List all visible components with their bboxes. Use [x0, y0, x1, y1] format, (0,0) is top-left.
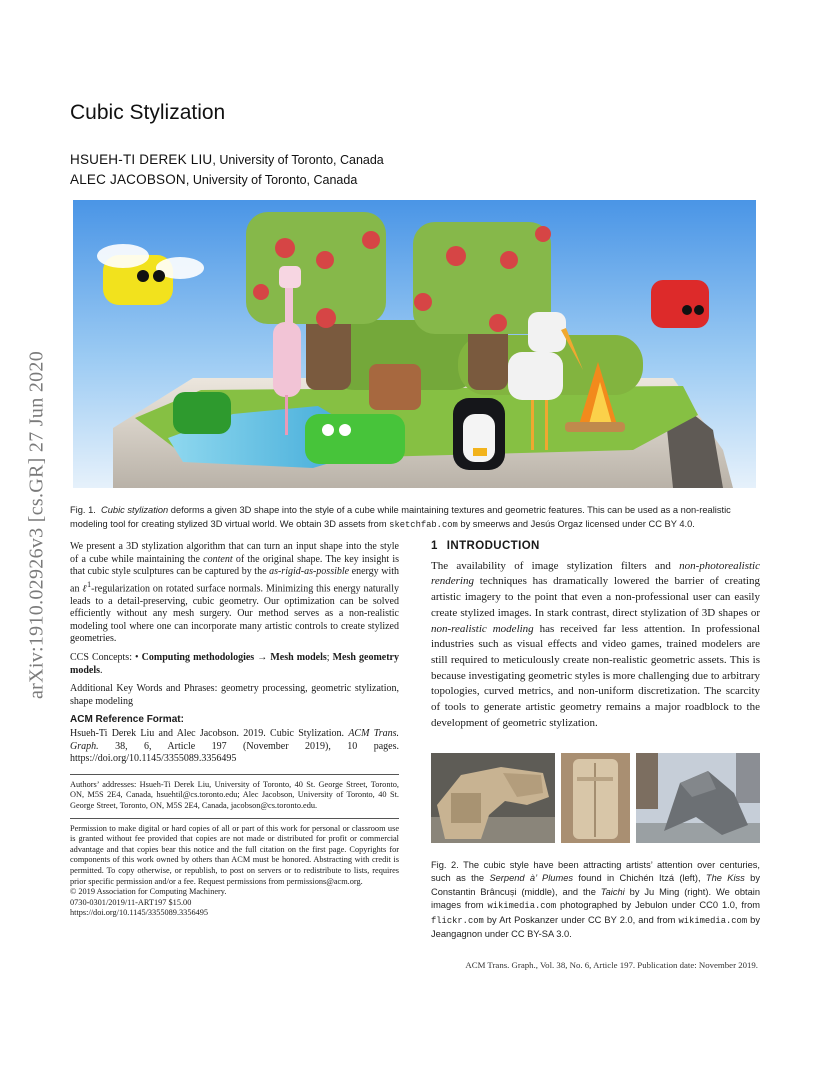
intro-text: techniques has dramatically lowered the barrier of creating artistic imagery to the point that even a non-professional user can easily create stylized images. In stark contrast, direct stylization of 3D shapes or — [431, 575, 760, 619]
fruit — [535, 226, 551, 242]
fruit — [275, 238, 295, 258]
journal-footer: ACM Trans. Graph., Vol. 38, No. 6, Article 197. Publication date: November 2019. — [465, 960, 758, 970]
divider — [70, 774, 399, 775]
ccs-prefix: CCS Concepts: • — [70, 652, 142, 664]
section-heading-introduction — [431, 539, 760, 555]
turtle — [173, 392, 231, 434]
introduction-paragraph — [431, 559, 760, 732]
figure1-label: Fig. 1. — [70, 505, 96, 515]
author-name: ALEC JACOBSON — [70, 172, 186, 187]
bee-eye — [153, 270, 165, 282]
fruit — [414, 293, 432, 311]
fruit — [316, 251, 334, 269]
left-column — [70, 541, 399, 919]
tree-canopy — [246, 212, 386, 324]
author-affiliation: , University of Toronto, Canada — [185, 173, 358, 187]
ccs-concept: Computing methodologies → Mesh models — [141, 652, 327, 664]
permission-text: Permission to make digital or hard copies of all or part of this work for personal or classroom use is granted without fee provided that copies are not made or distributed for profit or commercial advantage and that copies bear this notice and the full citation on the first page. Copyrights for components of this work owned by others than ACM must be honored. Abstracting with credit is permitted. To copy otherwise, or republish, to post on servers or to redistribute to lists, requires prior specific permission and/or a fee. Request permissions from permissions@acm.org. — [70, 823, 399, 886]
author-name: HSUEH-TI DEREK LIU — [70, 152, 213, 167]
bee-wing — [97, 244, 149, 268]
abstract-emphasis: as-rigid-as-possible — [269, 566, 350, 578]
ccs-end: . — [100, 664, 103, 676]
acm-reference-journal: ACM Trans. Graph. — [70, 728, 400, 752]
ccs-concepts — [70, 652, 399, 677]
penguin-foot — [473, 448, 487, 456]
flamingo-leg — [285, 395, 288, 435]
right-column — [431, 539, 760, 731]
ladybug-eye — [682, 305, 692, 315]
figure2-caption-emphasis: The Kiss — [705, 873, 745, 884]
section-title: INTRODUCTION — [446, 540, 540, 552]
ccs-concept: Mesh geometry models — [70, 652, 399, 676]
taichi-sculpture-photo — [636, 753, 760, 843]
fruit — [316, 308, 336, 328]
tree-stump — [369, 364, 421, 410]
copyright-line: © 2019 Association for Computing Machinery. — [70, 887, 227, 897]
abstract-emphasis: content — [203, 553, 233, 565]
acm-reference — [70, 728, 399, 766]
stork-head — [528, 312, 566, 352]
figure2-source-site: flickr.com — [431, 915, 484, 926]
figure2-label: Fig. 2. — [431, 860, 459, 870]
stork-leg — [545, 400, 548, 450]
figure2-caption-text: by Jeangagnon under CC BY-SA 3.0. — [431, 914, 760, 940]
figure2-caption-emphasis: Serpend à’ Plumes — [489, 873, 574, 884]
figure1-caption-text: deforms a given 3D shape into the style of a cube while maintaining textures and geometric features. This can be used as a non-realistic modeling tool for creating stylized 3D virtual world. We obtain 3D assets from — [70, 505, 731, 529]
the-kiss-sculpture-photo — [561, 753, 630, 843]
author-line — [70, 170, 384, 190]
abstract-math: ℓ — [82, 583, 87, 595]
arxiv-stamp — [22, 290, 52, 760]
acm-reference-text: Hsueh-Ti Derek Liu and Alec Jacobson. 2019. Cubic Stylization. — [70, 728, 349, 740]
ladybug-eye — [694, 305, 704, 315]
flamingo-head — [279, 266, 301, 288]
figure1-caption-emphasis: Cubic stylization — [101, 505, 169, 515]
authors-addresses: Authors’ addresses: Hsueh-Ti Derek Liu, University of Toronto, 40 St. George Street, Toronto, ON, M5S 2E4, Canada, hsuehtil@cs.toronto.edu; Alec Jacobson, University of Toronto, 40 St. George Street, Toronto, ON, M5S 2E4, Canada, jacobson@cs.toronto.edu. — [70, 779, 399, 811]
divider — [70, 818, 399, 819]
crocodile-eye — [339, 424, 351, 436]
intro-text: has received far less attention. In professional industries such as visual effects and video games, trained modelers are still required to meticulously create non-realistic geometric assets. This is because investigating geometric styles is more challenging due to arbitrary topologies, curved metrics, and non-uniform discretization. The scarcity of tools to generate artistic geometry remains a major roadblock to the development of geometric stylization. — [431, 622, 760, 729]
fruit — [489, 314, 507, 332]
figure1-source-site: sketchfab.com — [389, 520, 458, 530]
author-affiliation: , University of Toronto, Canada — [212, 153, 384, 167]
intro-emphasis: non-realistic modeling — [431, 622, 534, 635]
abstract-text: energy with an — [70, 566, 399, 595]
permission-notice — [70, 824, 399, 919]
stork-body — [508, 352, 563, 400]
author-list — [70, 150, 384, 190]
figure1-caption — [70, 503, 760, 532]
abstract — [70, 541, 399, 646]
figure2-caption-text: by Constantin Brâncuși (middle), and the — [431, 873, 760, 897]
issn-line: 0730-0301/2019/11-ART197 $15.00 — [70, 897, 192, 907]
bee-eye — [137, 270, 149, 282]
abstract-text: -regularization on rotated surface normals. Minimizing this energy naturally leads to a detail-preserving, cubic geometry. Our optimization can be solved efficiently without any mesh surgery. Our method serves as a non-realistic modeling tool where one can incorporate many artistic controls to create stylized geometries. — [70, 583, 399, 645]
abstract-math-superscript: 1 — [86, 579, 92, 589]
teaser-figure — [73, 200, 756, 488]
crocodile-eye — [322, 424, 334, 436]
figure2-source-site: wikimedia.com — [487, 901, 557, 912]
serpent-sculpture-photo — [431, 753, 555, 843]
teaser-render — [73, 200, 756, 488]
keywords: Additional Key Words and Phrases: geometry processing, geometric stylization, shape modeling — [70, 683, 399, 707]
fruit — [362, 231, 380, 249]
figure2-caption-text: found in Chichén Itzá (left), — [573, 873, 706, 884]
arxiv-stamp-text: arXiv:1910.02926v3 [cs.GR] 27 Jun 2020 — [25, 350, 48, 700]
figure1-caption-text: by smeerws and Jesús Orgaz licensed under CC BY 4.0. — [457, 519, 695, 529]
fruit — [253, 284, 269, 300]
section-number: 1 — [431, 540, 438, 552]
figure2-caption-text: photographed by Jebulon under CC0 1.0, from — [556, 900, 761, 911]
figure2-images — [431, 753, 760, 843]
abstract-text: of the original shape. The key insight is that cubic style sculptures can be captured by the — [70, 553, 399, 578]
stork-leg — [531, 400, 534, 450]
fruit — [500, 251, 518, 269]
ladybug — [651, 280, 709, 328]
doi-link[interactable]: https://doi.org/10.1145/3355089.3356495 — [70, 908, 209, 918]
intro-emphasis: non-photorealistic rendering — [431, 559, 760, 588]
paper-title: Cubic Stylization — [70, 101, 226, 124]
crocodile — [305, 414, 405, 464]
ccs-separator: ; — [326, 652, 333, 664]
acm-reference-text: 38, 6, Article 197 (November 2019), 10 pages. https://doi.org/10.1145/3355089.3356495 — [70, 740, 399, 765]
acm-reference-heading: ACM Reference Format: — [70, 714, 184, 726]
campfire-log — [565, 422, 625, 432]
fruit — [446, 246, 466, 266]
figure2-caption-emphasis: Taichi — [600, 886, 625, 897]
figure2-caption-text: by Art Poskanzer under CC BY 2.0, and from — [483, 914, 679, 925]
intro-text: The availability of image stylization filters and — [431, 559, 680, 572]
figure2-caption-text: by Ju Ming (right). We obtain images from — [431, 886, 760, 911]
flamingo-body — [273, 322, 301, 397]
figure2-caption — [431, 859, 760, 941]
figure2-source-site: wikimedia.com — [678, 915, 748, 926]
author-line — [70, 150, 384, 170]
abstract-text: We present a 3D stylization algorithm that can turn an input shape into the style of a cube while maintaining the — [70, 541, 399, 565]
figure2-caption-text: The cubic style have been attracting artists’ attention over centuries, such as the — [431, 860, 760, 884]
